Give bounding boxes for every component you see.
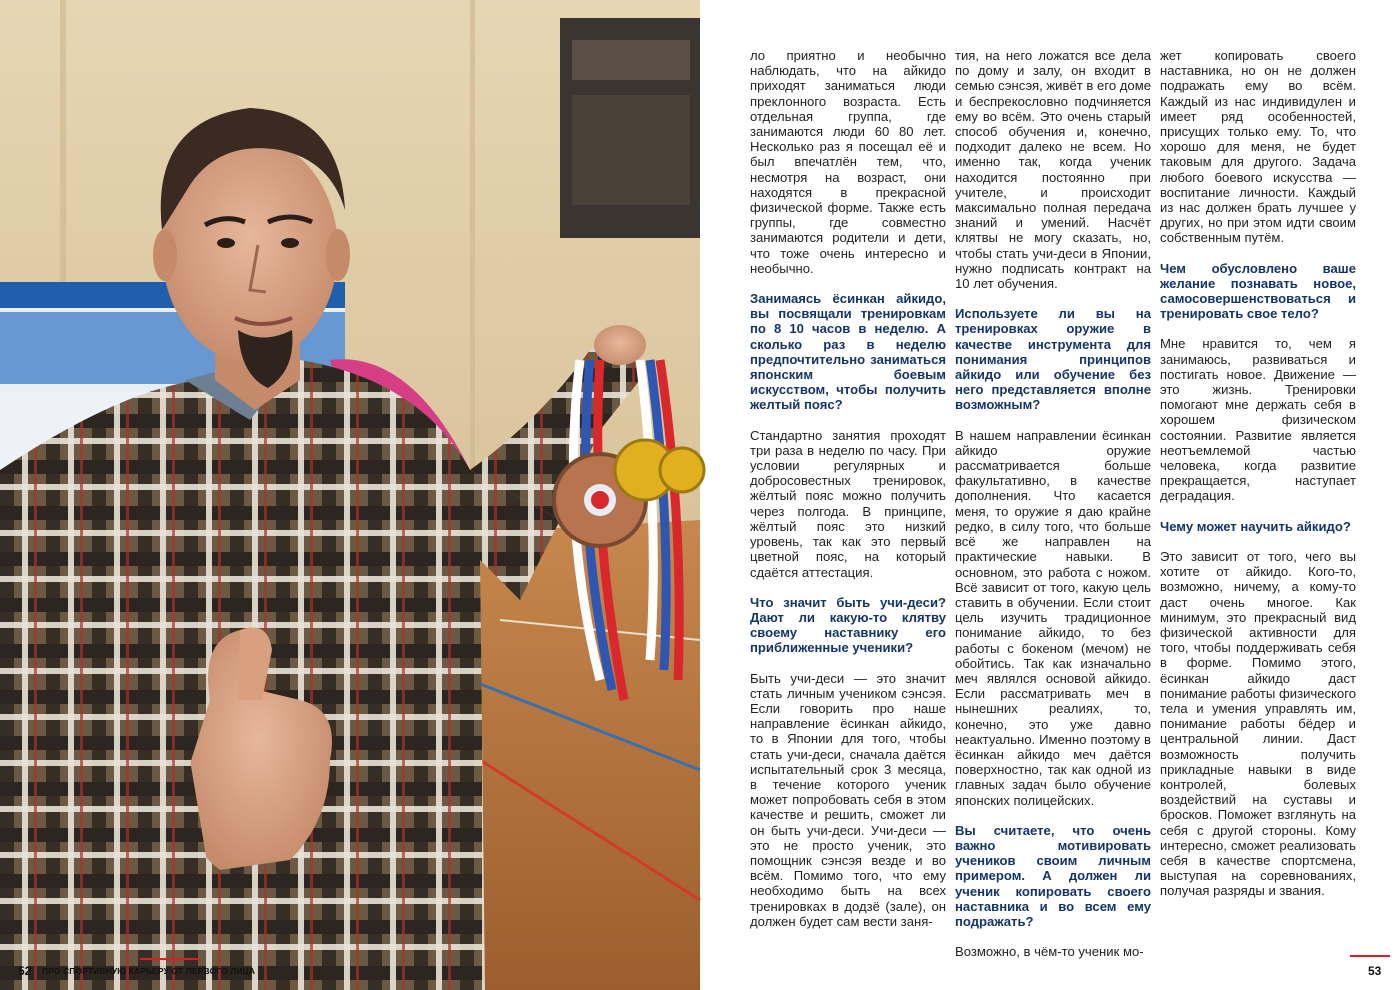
- interview-question: Чем обусловлено ваше желание познавать новое, самосовершенствоваться и тренировать свое тело?: [1160, 260, 1356, 322]
- answer-paragraph: Возможно, в чём-то ученик мо-: [955, 944, 1144, 960]
- text-column-2: [955, 48, 1151, 959]
- answer-paragraph: жет копировать своего наставника, но он не должен подражать ему во всём. Каждый из нас индивидулен и имеет ряд особенностей, присущих только ему. То, что хорошо для меня, не будет таковым для другого. Задача любого боевого искусства — воспитание личности. Каждый из нас должен брать лучшее у других, но при этом идти своим собственным путём.: [1160, 48, 1356, 246]
- interview-question: Используете ли вы на тренировках оружие в качестве инструмента для понимания принципов айкидо или обучение без него представляется вполне возможным?: [955, 306, 1151, 413]
- page-number-left: 52: [18, 964, 32, 978]
- answer-paragraph: ло приятно и необычно наблюдать, что на айкидо приходят заниматься люди преклонного возраста. Есть отдельная группа, где занимаются люди 60 80 лет. Несколько раз я посещал её и был впечатлён тем, что, несмотря на возраст, они находятся в прекрасной физической форме. Также есть группы, где совместно занимаются родители и дети, что тоже очень интересно и необычно.: [750, 48, 946, 276]
- text-column-1: [750, 48, 946, 929]
- accent-rule-right: [1350, 955, 1390, 957]
- answer-paragraph: В нашем направлении ёсинкан айкидо оружие рассматривается больше факультативно, в качестве дополнения. Что касается меня, то оружие я даю крайне редко, в силу того, что больше всё же направлен на практические навыки. В основном, это работа с ножом. Всё зависит от того, какую цель ставить в обучении. Если стоит цель изучить традиционное понимание айкидо, то без работы с бокеном (мечом) не обойтись. Так как изначально меч являлся основой айкидо. Если рассматривать меч в нынешних реалиях, то, конечно, это уже давно неактуально. Именно поэтому в ёсинкан айкидо меч даётся поверхностно, так как одной из главных задач было обучение японских полицейских.: [955, 427, 1151, 808]
- answer-paragraph: Мне нравится то, чем я занимаюсь, развиваться и постигать новое. Движение — это жизнь. Тренировки помогают мне держать себя в хорошем физическом состоянии. Развитие является неотъемлемой частью человека, когда развитие прекращается, наступает деградация.: [1160, 336, 1356, 504]
- answer-paragraph: Это зависит от того, чего вы хотите от айкидо. Кого-то, возможно, ничему, а кому-то даст очень многое. Как минимум, это прекрасный вид физической активности для того, чтобы поддерживать себя в форме. Помимо этого, ёсинкан айкидо даст понимание работы физического тела и умения управлять им, понимание работы бёдер и центральной линии. Даст возможность получить прикладные навыки в виде контролей, болевых воздействий на суставы и бросков. Поможет взглянуть на себя с другой стороны. Кому интересно, сможет реализовать себя в качестве спортсмена, выступая на соревнованиях, получая разряды и звания.: [1160, 548, 1356, 899]
- answer-paragraph: тия, на него ложатся все дела по дому и залу, он входит в семью сэнсэя, живёт в его доме и беспрекословно подчиняется ему во всём. Это очень старый способ обучения и, конечно, подходит далеко не всем. Но именно так, когда ученик находится постоянно при учителе, и происходит максимально полная передача знаний и умений. Насчёт клятвы не могу сказать, но, чтобы стать учи-деси в Японии, нужно подписать контракт на 10 лет обучения.: [955, 48, 1151, 292]
- answer-paragraph: Стандартно занятия проходят три раза в неделю по часу. При условии регулярных и добросовестных тренировок, жёлтый пояс можно получить через полгода. В принципе, жёлтый пояс это низкий уровень, так как это первый цветной пояс, на который сдаётся аттестация.: [750, 427, 946, 580]
- interview-question: Что значит быть учи-деси? Дают ли какую-то клятву своему наставнику его приближенные ученики?: [750, 594, 946, 656]
- text-column-3: [1160, 48, 1356, 899]
- page-number-right: 53: [1368, 964, 1382, 978]
- accent-rule: [140, 958, 200, 960]
- interview-question: Чему может научить айкидо?: [1160, 518, 1351, 534]
- interview-question: Вы считаете, что очень важно мотивировать учеников своим личным примером. А должен ли ученик копировать своего наставника и во всем ему подражать?: [955, 822, 1151, 929]
- answer-paragraph: Быть учи-деси — это значит стать личным учеником сэнсэя. Если говорить про наше направление ёсинкан айкидо, то в Японии для того, чтобы стать учи-деси, сначала даётся испытательный срок 3 месяца, в течение которого ученик может попробовать себя в этом качестве и решить, сможет ли он быть учи-деси. Учи-деси — это не просто ученик, это помощник сэнсэя везде и во всём. Помимо того, что ему необходимо быть на всех тренировках в додзё (зале), он должен будет сам вести заня-: [750, 670, 946, 929]
- running-head: ПРО СПОРТИВНУЮ КАРЬЕРУ ОТ ПЕРВОГО ЛИЦА: [42, 966, 256, 976]
- interview-question: Занимаясь ёсинкан айкидо, вы посвящали тренировкам по 8 10 часов в неделю. А сколько раз в неделю предпочтительно заниматься японским боевым искусством, чтобы получить желтый пояс?: [750, 291, 946, 413]
